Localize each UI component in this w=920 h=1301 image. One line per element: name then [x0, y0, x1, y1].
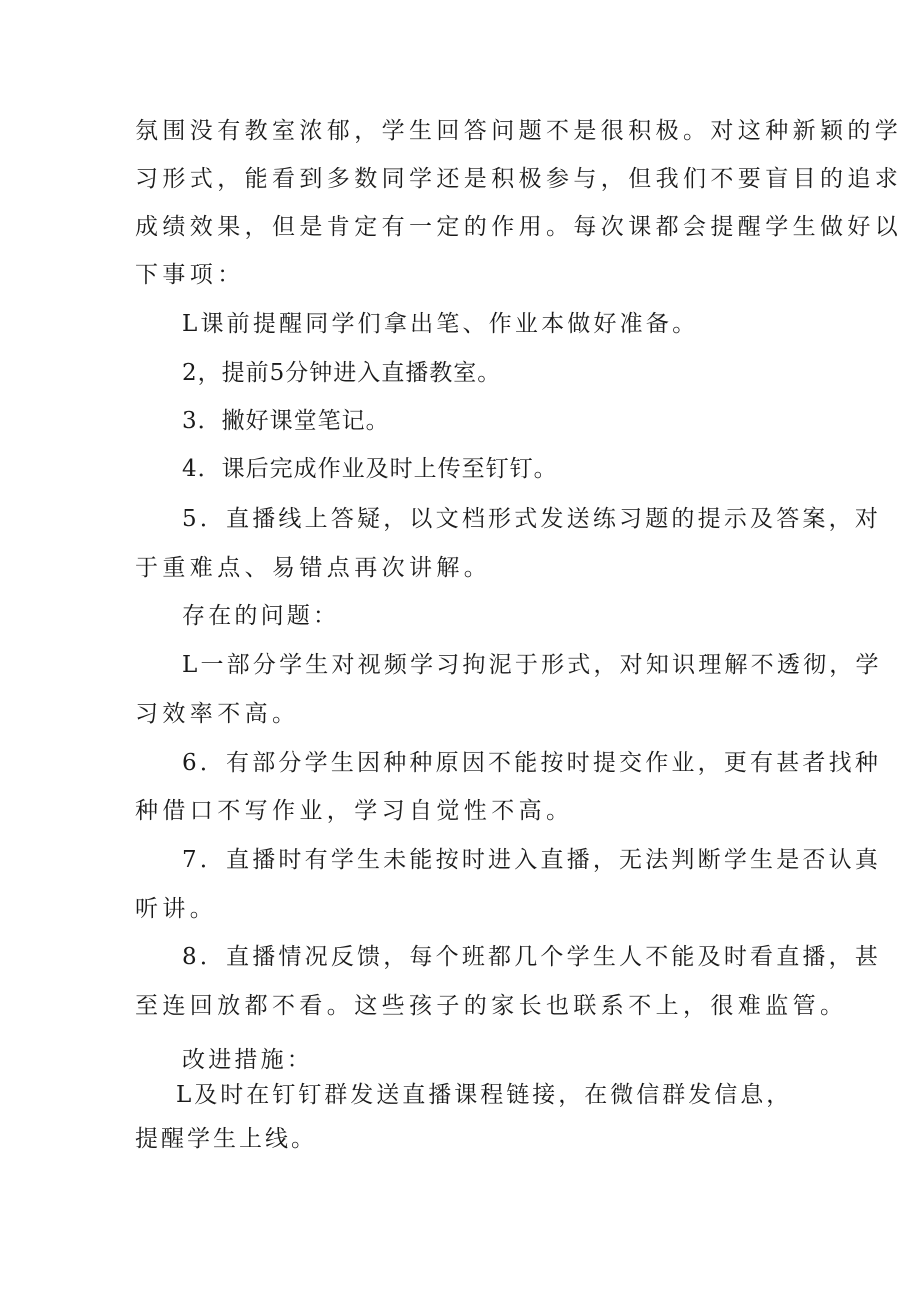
list-item: 7．直播时有学生未能按时进入直播，无法判断学生是否认真: [182, 847, 882, 873]
list-item: L及时在钉钉群发送直播课程链接，在微信群发信息，: [176, 1082, 793, 1108]
text-line: 习效率不高。: [135, 701, 300, 727]
text-line: 于重难点、易错点再次讲解。: [135, 555, 492, 581]
list-item: 2，提前5分钟进入直播教室。: [182, 360, 502, 386]
section-heading: 存在的问题：: [182, 603, 340, 629]
text-line: 氛围没有教室浓郁，学生回答问题不是很积极。对这种新颖的学: [135, 118, 903, 144]
text-line: 习形式，能看到多数同学还是积极参与，但我们不要盲目的追求: [135, 166, 903, 192]
list-item: L一部分学生对视频学习拘泥于形式，对知识理解不透彻，学: [182, 652, 882, 678]
list-item: 8．直播情况反馈，每个班都几个学生人不能及时看直播，甚: [182, 944, 882, 970]
text-line: 下事项：: [135, 262, 245, 288]
list-item: 5．直播线上答疑，以文档形式发送练习题的提示及答案，对: [182, 506, 882, 532]
list-item: 3．撇好课堂笔记。: [182, 408, 390, 434]
list-item: 4．课后完成作业及时上传至钉钉。: [182, 456, 558, 482]
section-heading: 改进措施：: [182, 1047, 313, 1073]
list-item: L课前提醒同学们拿出笔、作业本做好准备。: [182, 311, 699, 337]
text-line: 成绩效果，但是肯定有一定的作用。每次课都会提醒学生做好以: [135, 214, 903, 240]
text-line: 听讲。: [135, 896, 218, 922]
text-line: 种借口不写作业，学习自觉性不高。: [135, 798, 574, 824]
list-item: 6．有部分学生因种种原因不能按时提交作业，更有甚者找种: [182, 750, 882, 776]
text-line: 至连回放都不看。这些孩子的家长也联系不上，很难监管。: [135, 993, 848, 1019]
text-line: 提醒学生上线。: [135, 1126, 317, 1152]
